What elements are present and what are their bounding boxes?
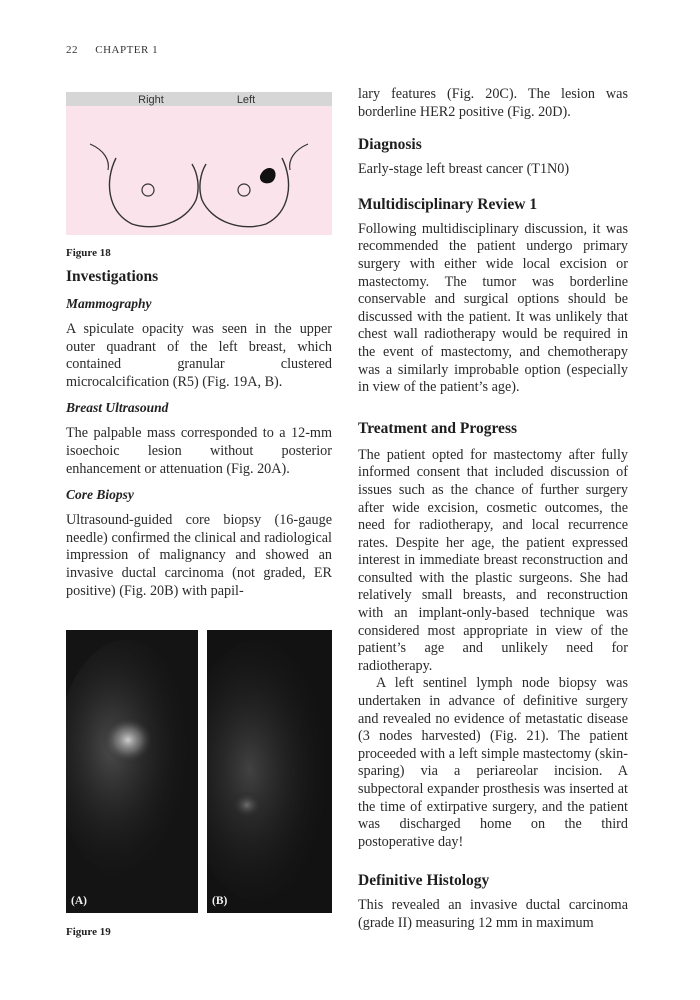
left-nipple xyxy=(238,184,250,196)
mdr-heading: Multidisciplinary Review 1 xyxy=(358,195,538,213)
chapter-title: CHAPTER 1 xyxy=(95,44,159,56)
mammogram-b-image xyxy=(207,630,332,913)
figure-19-caption: Figure 19 xyxy=(66,926,111,939)
investigations-heading: Investigations xyxy=(66,268,159,285)
core-biopsy-heading: Core Biopsy xyxy=(66,487,134,503)
right-nipple xyxy=(142,184,154,196)
histology-text: This revealed an invasive ductal carcinoma (grade II) measuring 12 mm in maximum xyxy=(358,897,628,931)
panel-a-label: (A) xyxy=(71,895,87,908)
diagnosis-heading: Diagnosis xyxy=(358,136,422,154)
diagram-label-bar xyxy=(66,92,332,106)
left-column xyxy=(66,92,332,938)
mammography-text: A spiculate opacity was seen in the upper outer quadrant of the left breast, which contained granular clustered microcalcification (R5) (Fig. 19A, B). xyxy=(66,321,332,390)
continuation-text: lary features (Fig. 20C). The lesion was borderline HER2 positive (Fig. 20D). xyxy=(358,86,628,120)
treatment-heading: Treatment and Progress xyxy=(358,419,518,437)
mammogram-a-image xyxy=(66,630,198,913)
ultrasound-heading: Breast Ultrasound xyxy=(66,400,169,416)
mdr-text: Following multidisciplinary discussion, it was recommended the patient undergo primary surgery with either wide local excision or mastectomy. The tumor was borderline conservable and surgical options should be discussed with the patient. It was unlikely that chest wall radiotherapy would be required in the event of mastectomy, and chemotherapy was a similarly improbable option (especially in view of the patient’s age). xyxy=(358,220,628,396)
core-biopsy-text: Ultrasound-guided core biopsy (16-gauge needle) confirmed the clinical and radiological impression of malignancy and showed an invasive ductal carcinoma (not graded, ER positive) (Fig. 20B) with papil- xyxy=(66,512,332,599)
treatment-paragraph-1: The patient opted for mastectomy after fully informed consent that included discussion of issues such as the chance of further surgery after wide excision, cosmetic outcomes, the need for radiotherapy, and local recurrence rates. Despite her age, the patient expressed interest in immediate breast reconstruction and consulted with the plastic surgeons. She had relatively small breasts, and reconstruction with an implant-only-based technique was considered most appropriate in view of the patient’s age and unlikely need for radiotherapy. xyxy=(358,446,628,674)
torso-outline-right xyxy=(90,144,108,170)
mammography-heading: Mammography xyxy=(66,296,152,311)
lesion-marker xyxy=(260,168,276,183)
ultrasound-text: The palpable mass corresponded to a 12-mm isoechoic lesion without posterior enhancement or attenuation (Fig. 20A). xyxy=(66,425,332,477)
left-breast-outline xyxy=(200,158,289,227)
right-column xyxy=(358,86,628,933)
diagram-label-right: Right xyxy=(138,94,164,106)
breast-diagram-drawing xyxy=(66,92,332,235)
diagnosis-text: Early-stage left breast cancer (T1N0) xyxy=(358,161,570,178)
page-number: 22 xyxy=(66,44,78,56)
breast-diagram xyxy=(66,92,332,235)
mammogram-panel-b xyxy=(207,630,332,913)
diagram-label-left: Left xyxy=(236,94,256,106)
torso-outline-left xyxy=(290,144,308,170)
mammogram-panel-a xyxy=(66,630,198,913)
figure-18-caption: Figure 18 xyxy=(66,247,111,259)
running-head xyxy=(66,44,158,56)
treatment-paragraph-2: A left sentinel lymph node biopsy was undertaken in advance of definitive surgery and revealed no evidence of metastatic disease (3 nodes harvested) (Fig. 21). The patient proceeded with a left simple mastectomy (skin-sparing) via a periareolar incision. A subpectoral expander prosthesis was inserted at the time of extirpative surgery, and the patient was discharged home on the third postoperative day! xyxy=(358,675,628,850)
histology-heading: Definitive Histology xyxy=(358,872,490,890)
mammogram-images xyxy=(66,630,332,913)
panel-b-label: (B) xyxy=(212,895,228,908)
